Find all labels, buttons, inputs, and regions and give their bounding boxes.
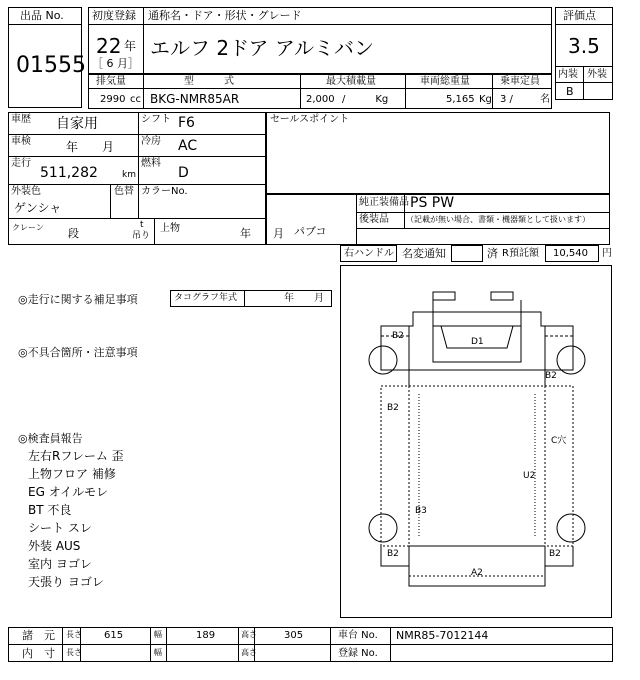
report-line: BT 不良 <box>28 503 72 517</box>
model-value: BKG-NMR85AR <box>150 92 240 106</box>
model-label: 型 式 <box>184 76 234 87</box>
width-value: 189 <box>196 630 216 641</box>
recycle-done: 済 <box>487 247 498 260</box>
inspector-report-label: ◎検査員報告 <box>18 432 83 445</box>
grade-label: 評価点 <box>563 9 596 22</box>
report-line: EG オイルモレ <box>28 485 109 499</box>
equipment-label: 純正装備品 <box>359 197 409 208</box>
yen-label: 円 <box>602 248 612 259</box>
top-value: パブコ <box>294 225 327 238</box>
color-change-label: 色替 <box>114 186 134 197</box>
inspection-value: 年 月 <box>66 140 115 154</box>
capacity-label: 乗車定員 <box>500 76 540 87</box>
length-value: 615 <box>104 630 124 641</box>
lot-label: 出品 No. <box>20 9 64 22</box>
top-label: 上物 <box>160 223 180 234</box>
reg-label: 登録 No. <box>338 648 378 659</box>
chassis-value: NMR85-7012144 <box>396 629 489 642</box>
first-reg-month: ［ 6 月］ <box>92 57 139 70</box>
top-date: 年 月 <box>240 227 284 240</box>
inner-length-label: 長さ <box>66 648 82 657</box>
displacement-value: 2990 <box>100 94 126 105</box>
color-label: 外装色 <box>11 186 41 197</box>
mileage-unit: km <box>122 170 136 180</box>
crane-label: クレーン <box>12 223 44 232</box>
aircon-value: AC <box>178 138 198 154</box>
exterior-grade-label: 外装 <box>587 69 607 80</box>
mark-b2-front-right: B2 <box>545 371 557 381</box>
width-label: 幅 <box>154 630 162 639</box>
inner-height-label: 高さ <box>241 648 257 657</box>
shift-value: F6 <box>178 115 195 131</box>
report-line: 室内 ヨゴレ <box>28 557 92 571</box>
mark-b2-rear-left: B2 <box>387 549 399 559</box>
displacement-unit: cc <box>130 94 141 105</box>
tacho-value: 年 月 <box>284 293 324 304</box>
report-line: シート スレ <box>28 521 92 535</box>
recycle-value: 10,540 <box>553 248 588 259</box>
equipment-value: PS PW <box>410 195 455 211</box>
car-name: エルフ 2ドア アルミバン <box>150 36 375 60</box>
max-load-value: 2,000 <box>306 94 335 105</box>
mark-u2: U2 <box>523 471 536 481</box>
mileage-value: 511,282 <box>40 165 98 181</box>
displacement-label: 排気量 <box>96 76 126 87</box>
mileage-label: 走行 <box>11 158 31 169</box>
capacity-value: 3 / <box>500 94 513 105</box>
tacho-label: タコグラフ年式 <box>174 293 238 303</box>
dims-label: 諸 元 <box>22 629 55 642</box>
height-value: 305 <box>284 630 304 641</box>
height-label: 高さ <box>241 630 257 639</box>
sales-point-label: セールスポイント <box>270 114 350 125</box>
lot-number: 01555 <box>16 53 86 78</box>
driving-notes-label: ◎走行に関する補足事項 <box>18 293 138 306</box>
report-line: 天張り ヨゴレ <box>28 575 104 589</box>
interior-grade-value: B <box>566 85 574 98</box>
gross-weight-value: 5,165 <box>446 94 475 105</box>
fuel-value: D <box>178 165 189 181</box>
recycle-deposit-label: R預託額 <box>502 248 539 259</box>
report-line: 外装 AUS <box>28 539 81 553</box>
name-change-label: 名変通知 <box>402 247 446 260</box>
mark-b2-front-left: B2 <box>392 331 404 341</box>
mark-b2-left: B2 <box>387 403 399 413</box>
mark-b2-rear-right: B2 <box>549 549 561 559</box>
inner-width-label: 幅 <box>154 648 162 657</box>
history-value: 自家用 <box>56 116 98 132</box>
color-code-label: カラーNo. <box>141 186 188 197</box>
length-label: 長さ <box>66 630 82 639</box>
report-line: 上物フロア 補修 <box>28 467 116 481</box>
rhd-label: 右ハンドル <box>344 248 394 259</box>
mark-c-hole: C穴 <box>551 436 567 446</box>
color-value: ゲンシャ <box>14 201 62 215</box>
crane-tsuri: 吊り <box>132 231 151 241</box>
first-reg-year: 22 <box>96 34 122 58</box>
gross-weight-label: 車両総重量 <box>420 76 470 87</box>
mark-b3: B3 <box>415 506 427 516</box>
damage-diagram <box>340 265 612 618</box>
mark-d1: D1 <box>471 337 484 347</box>
name-change-box <box>451 245 483 262</box>
defects-label: ◎不具合箇所・注意事項 <box>18 346 138 359</box>
report-line: 左右Rフレーム 歪 <box>28 449 124 463</box>
grade-value: 3.5 <box>568 34 600 58</box>
capacity-unit: 名 <box>540 94 550 105</box>
fuel-label: 燃料 <box>141 158 161 169</box>
name-label: 通称名・ドア・形状・グレード <box>148 9 302 22</box>
shift-label: シフト <box>141 114 171 125</box>
first-reg-label: 初度登録 <box>92 9 136 22</box>
history-label: 車歴 <box>11 114 31 125</box>
gross-weight-unit: Kg <box>479 94 492 105</box>
max-load-label: 最大積載量 <box>326 76 376 87</box>
inner-label: 内 寸 <box>22 647 55 660</box>
interior-grade-label: 内装 <box>558 69 578 80</box>
truck-diagram-svg <box>341 266 613 619</box>
chassis-label: 車台 No. <box>338 630 378 641</box>
year-unit: 年 <box>124 39 137 53</box>
aftermarket-note: （記載が無い場合、書類・機器類として扱います） <box>406 215 590 224</box>
crane-dan: 段 <box>68 227 79 240</box>
mark-a2: A2 <box>471 568 483 578</box>
crane-ton: t <box>140 220 144 230</box>
max-load-unit: / Kg <box>342 94 389 105</box>
aftermarket-label: 後装品 <box>359 214 389 225</box>
inspection-label: 車検 <box>11 136 31 147</box>
aircon-label: 冷房 <box>141 136 161 147</box>
